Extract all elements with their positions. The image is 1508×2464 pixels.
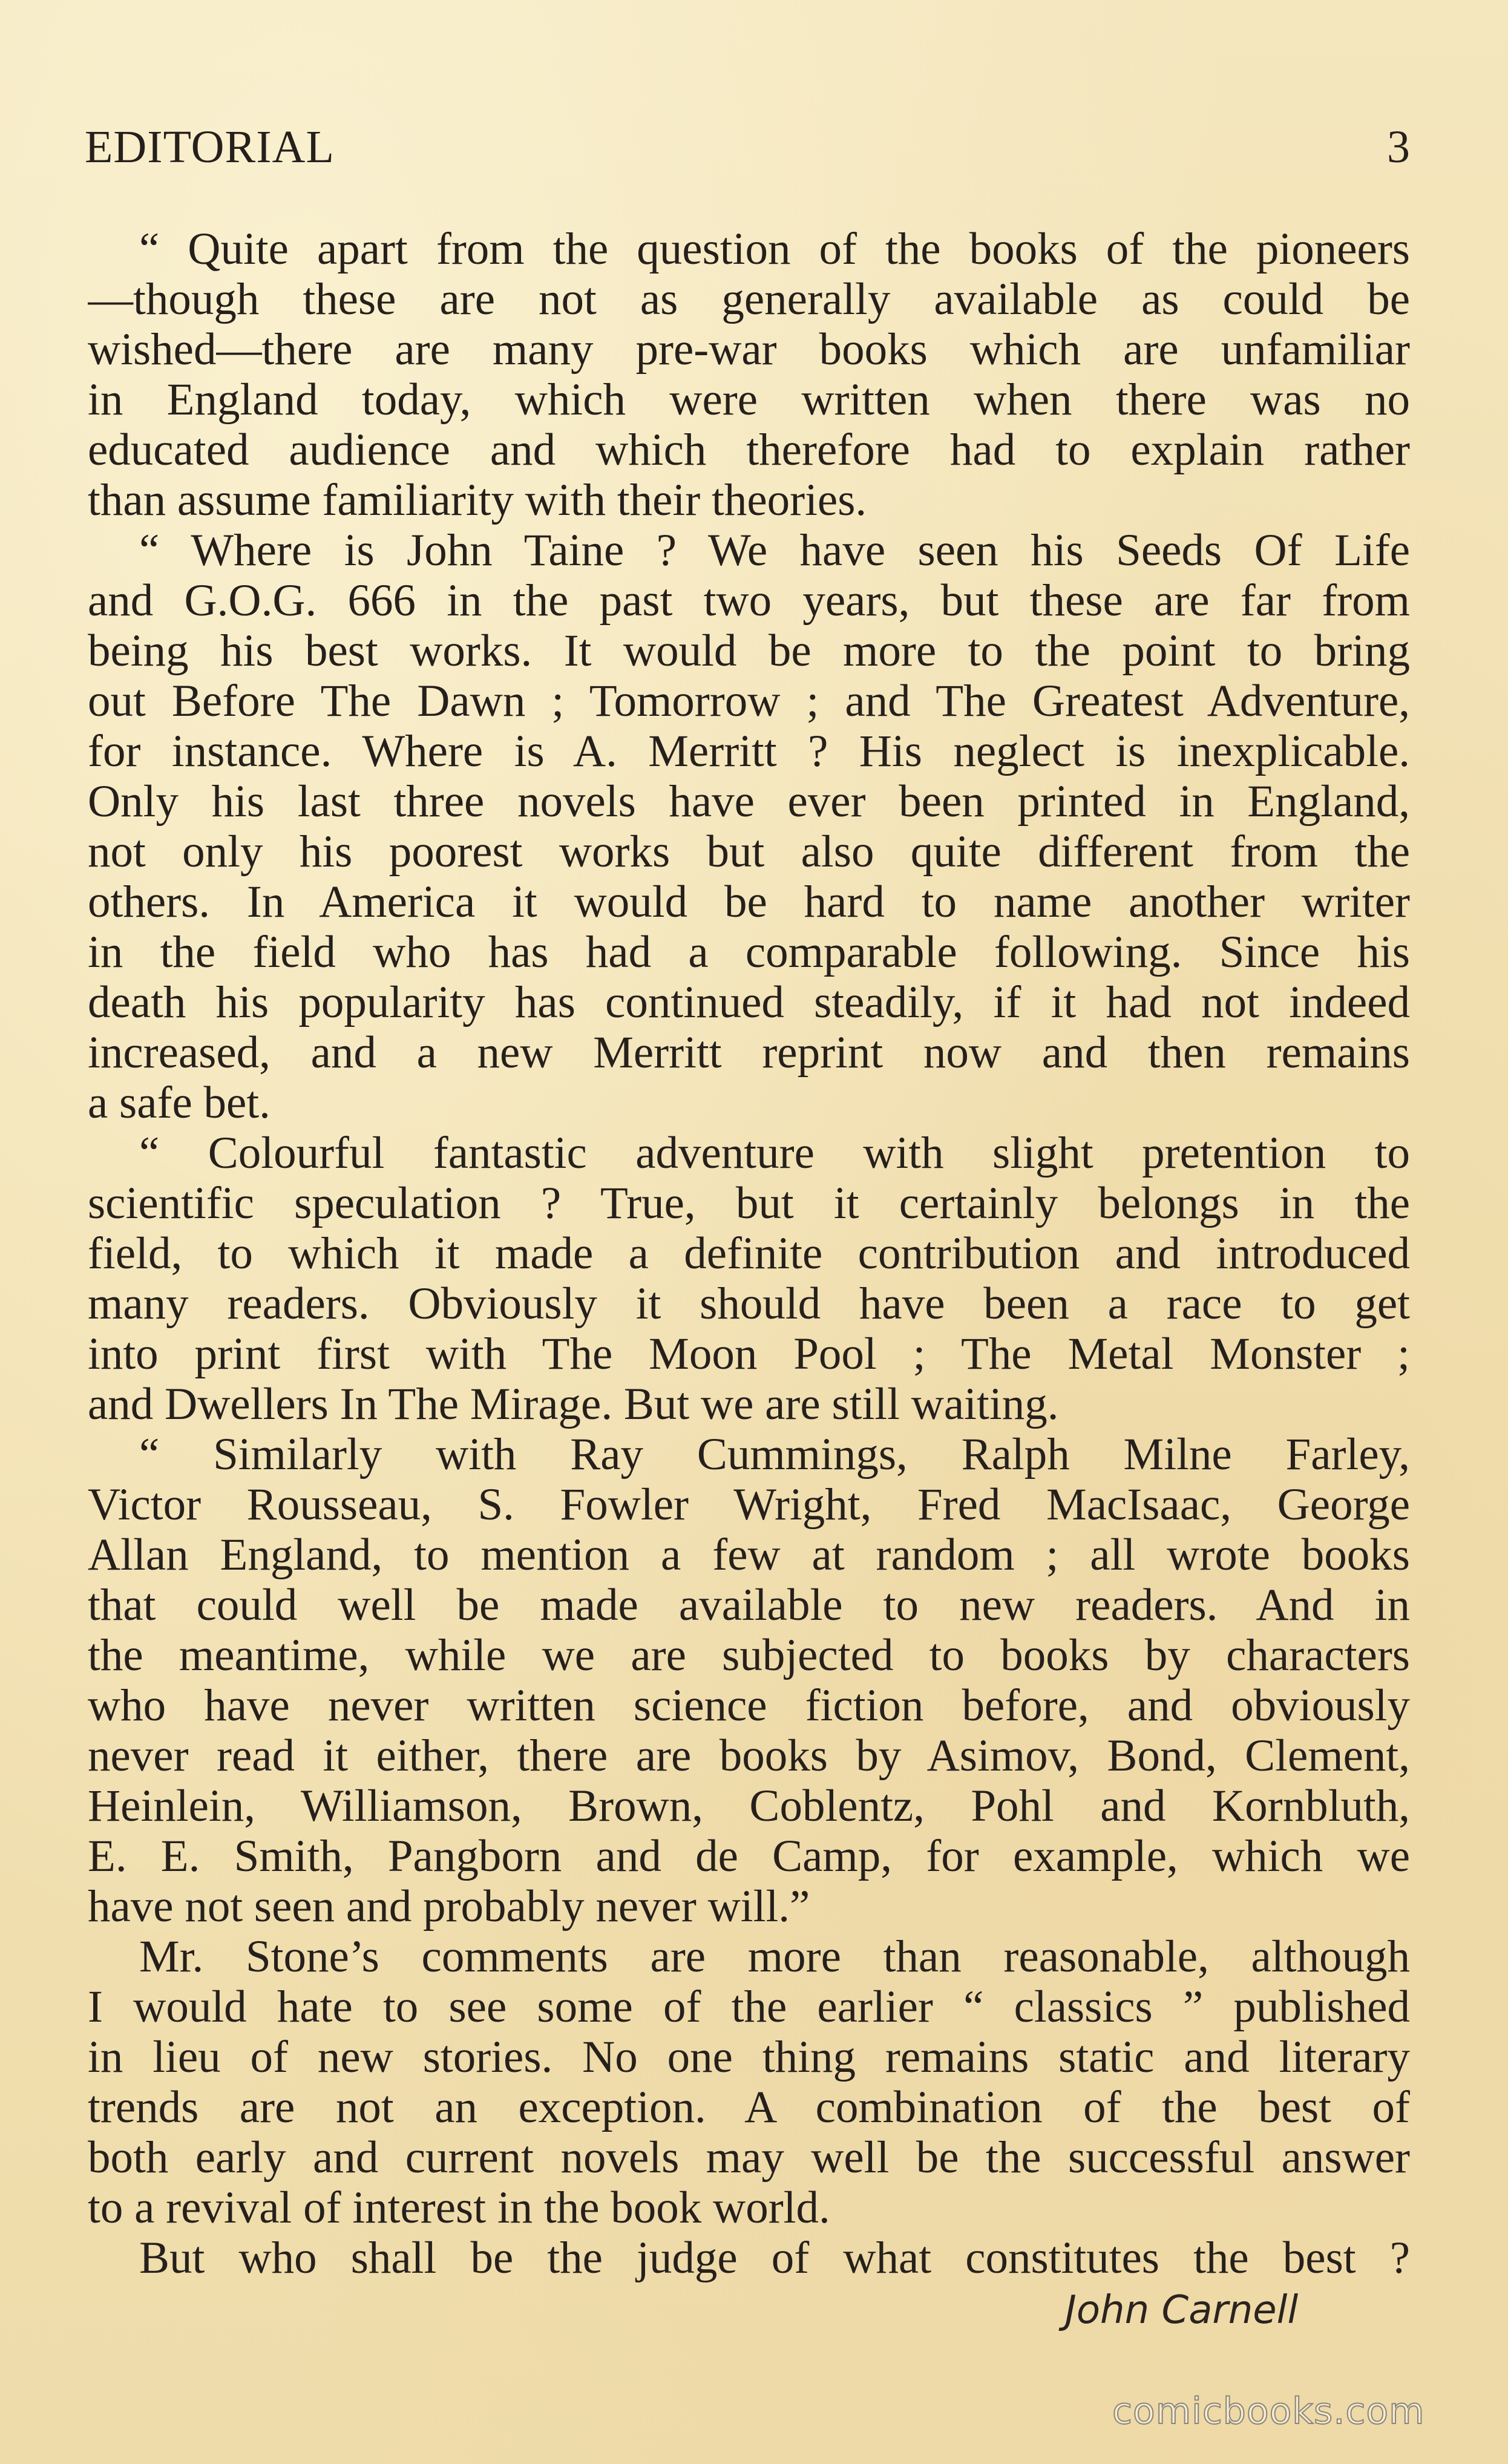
text-line: increased, and a new Merritt reprint now and then remains	[88, 1027, 1410, 1078]
watermark: comicbooks.com	[1112, 2390, 1425, 2433]
text-line: educated audience and which therefore had to explain rather	[88, 425, 1410, 475]
text-line: others. In America it would be hard to name another writer	[88, 877, 1410, 927]
text-line: E. E. Smith, Pangborn and de Camp, for example, which we	[88, 1831, 1410, 1881]
text-line: to a revival of interest in the book world.	[88, 2183, 830, 2233]
text-line: field, to which it made a definite contribution and introduced	[88, 1228, 1410, 1279]
text-line: many readers. Obviously it should have been a race to get	[88, 1279, 1410, 1329]
text-line: than assume familiarity with their theories.	[88, 475, 867, 525]
text-line: scientific speculation ? True, but it certainly belongs in the	[88, 1178, 1410, 1228]
text-line: I would hate to see some of the earlier “ classics ” published	[88, 1982, 1410, 2032]
text-line: Allan England, to mention a few at random ; all wrote books	[88, 1530, 1410, 1580]
text-line: out Before The Dawn ; Tomorrow ; and The Greatest Adventure,	[88, 676, 1410, 726]
running-title: EDITORIAL	[85, 122, 335, 172]
text-line: a safe bet.	[88, 1078, 270, 1128]
text-line: in the field who has had a comparable following. Since his	[88, 927, 1410, 977]
text-line: “ Where is John Taine ? We have seen his Seeds Of Life	[139, 525, 1410, 575]
text-line: death his popularity has continued steadily, if it had not indeed	[88, 977, 1410, 1027]
text-line: in lieu of new stories. No one thing remains static and literary	[88, 2032, 1410, 2082]
text-line: the meantime, while we are subjected to books by characters	[88, 1630, 1410, 1680]
page-number: 3	[1387, 122, 1410, 172]
text-line: Mr. Stone’s comments are more than reasonable, although	[139, 1932, 1410, 1982]
text-line: Only his last three novels have ever been printed in England,	[88, 776, 1410, 827]
text-line: and G.O.G. 666 in the past two years, but these are far from	[88, 575, 1410, 626]
text-line: into print first with The Moon Pool ; The Metal Monster ;	[88, 1329, 1410, 1379]
text-line: that could well be made available to new readers. And in	[88, 1580, 1410, 1630]
text-line: who have never written science fiction before, and obviously	[88, 1680, 1410, 1731]
text-line: “ Similarly with Ray Cummings, Ralph Milne Farley,	[139, 1429, 1410, 1479]
text-line: have not seen and probably never will.”	[88, 1881, 810, 1932]
author-signature: John Carnell	[1065, 2288, 1299, 2333]
text-line: never read it either, there are books by Asimov, Bond, Clement,	[88, 1731, 1410, 1781]
text-line: in England today, which were written when there was no	[88, 375, 1410, 425]
text-line: But who shall be the judge of what constitutes the best ?	[139, 2233, 1410, 2283]
text-line: Heinlein, Williamson, Brown, Coblentz, Pohl and Kornbluth,	[88, 1781, 1410, 1831]
text-line: “ Quite apart from the question of the books of the pioneers	[139, 224, 1410, 274]
text-line: not only his poorest works but also quite different from the	[88, 827, 1410, 877]
text-line: Victor Rousseau, S. Fowler Wright, Fred MacIsaac, George	[88, 1479, 1410, 1530]
text-line: trends are not an exception. A combination of the best of	[88, 2082, 1410, 2132]
text-line: being his best works. It would be more to the point to bring	[88, 626, 1410, 676]
text-line: “ Colourful fantastic adventure with slight pretention to	[139, 1128, 1410, 1178]
text-line: and Dwellers In The Mirage. But we are still waiting.	[88, 1379, 1059, 1429]
text-line: both early and current novels may well be the successful answer	[88, 2132, 1410, 2183]
running-head	[85, 120, 1410, 174]
text-line: wished—there are many pre-war books which are unfamiliar	[88, 324, 1410, 375]
text-line: for instance. Where is A. Merritt ? His neglect is inexplicable.	[88, 726, 1410, 776]
editorial-body	[88, 224, 1410, 2283]
text-line: —though these are not as generally available as could be	[88, 274, 1410, 324]
